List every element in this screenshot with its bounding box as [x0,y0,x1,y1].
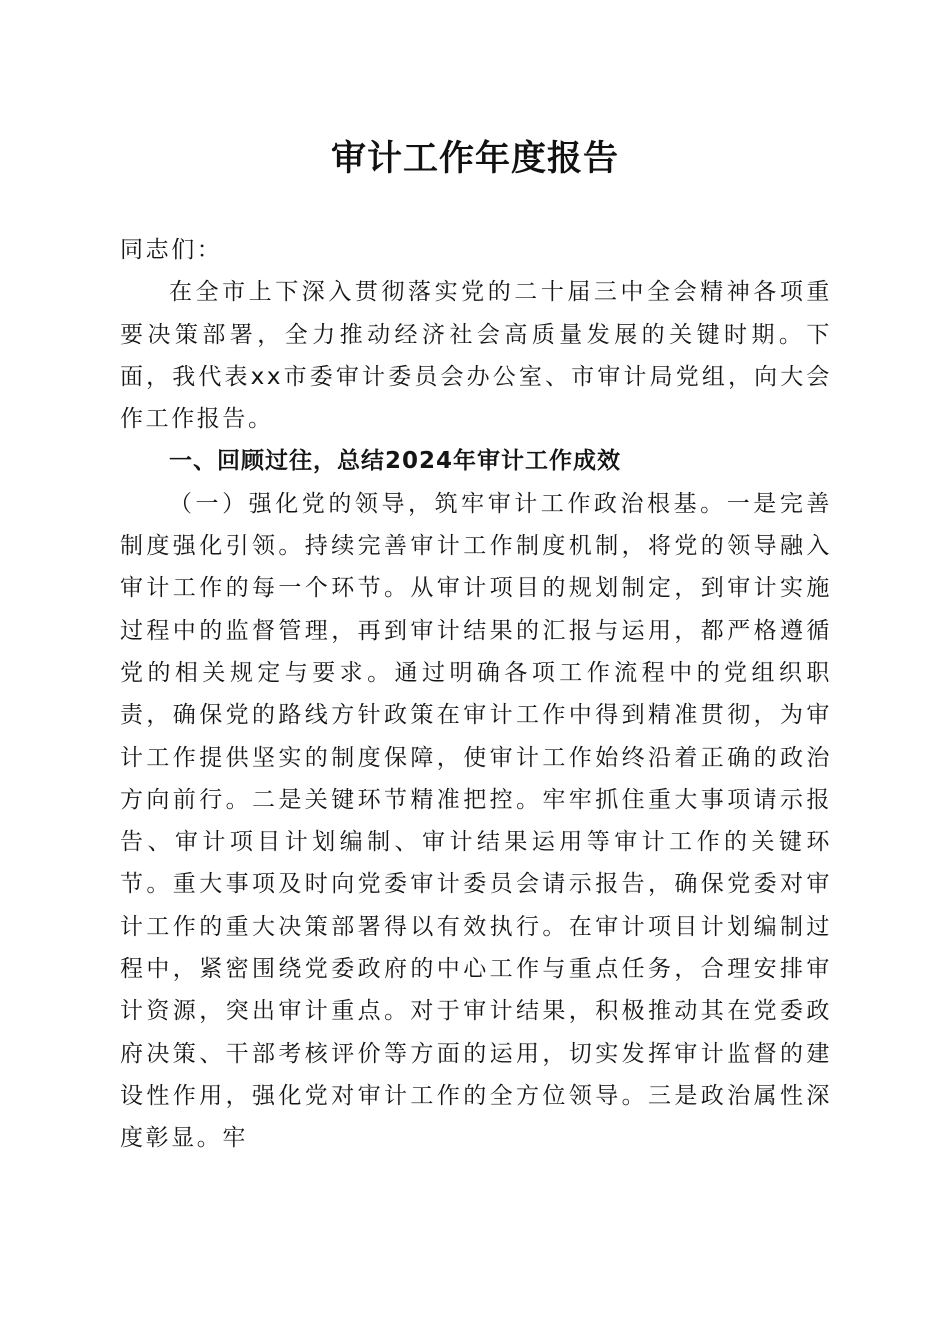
document-title: 审计工作年度报告 [330,138,619,179]
body-paragraph: （一）强化党的领导，筑牢审计工作政治根基。一是完善制度强化引领。持续完善审计工作制度机制，将党的领导融入审计工作的每一个环节。从审计项目的规划制定，到审计实施过程中的监督管理，再到审计结果的汇报与运用，都严格遵循党的相关规定与要求。通过明确各项工作流程中的党组织职责，确保党的路线方针政策在审计工作中得到精准贯彻，为审计工作提供坚实的制度保障，使审计工作始终沿着正确的政治方向前行。二是关键环节精准把控。牢牢抓住重大事项请示报告、审计项目计划编制、审计结果运用等审计工作的关键环节。重大事项及时向党委审计委员会请示报告，确保党委对审计工作的重大决策部署得以有效执行。在审计项目计划编制过程中，紧密围绕党委政府的中心工作与重点任务，合理安排审计资源，突出审计重点。对于审计结果，积极推动其在党委政府决策、干部考核评价等方面的运用，切实发挥审计监督的建设性作用，强化党对审计工作的全方位领导。三是政治属性深度彰显。牢 [120,490,832,1152]
document-body [120,229,832,1160]
section-heading: 一、回顾过往，总结2024年审计工作成效 [169,448,622,475]
intro-paragraph: 在全市上下深入贯彻落实党的二十届三中全会精神各项重要决策部署，全力推动经济社会高质量发展的关键时期。下面，我代表xx市委审计委员会办公室、市审计局党组，向大会作工作报告。 [120,279,832,433]
salutation: 同志们： [120,237,223,263]
